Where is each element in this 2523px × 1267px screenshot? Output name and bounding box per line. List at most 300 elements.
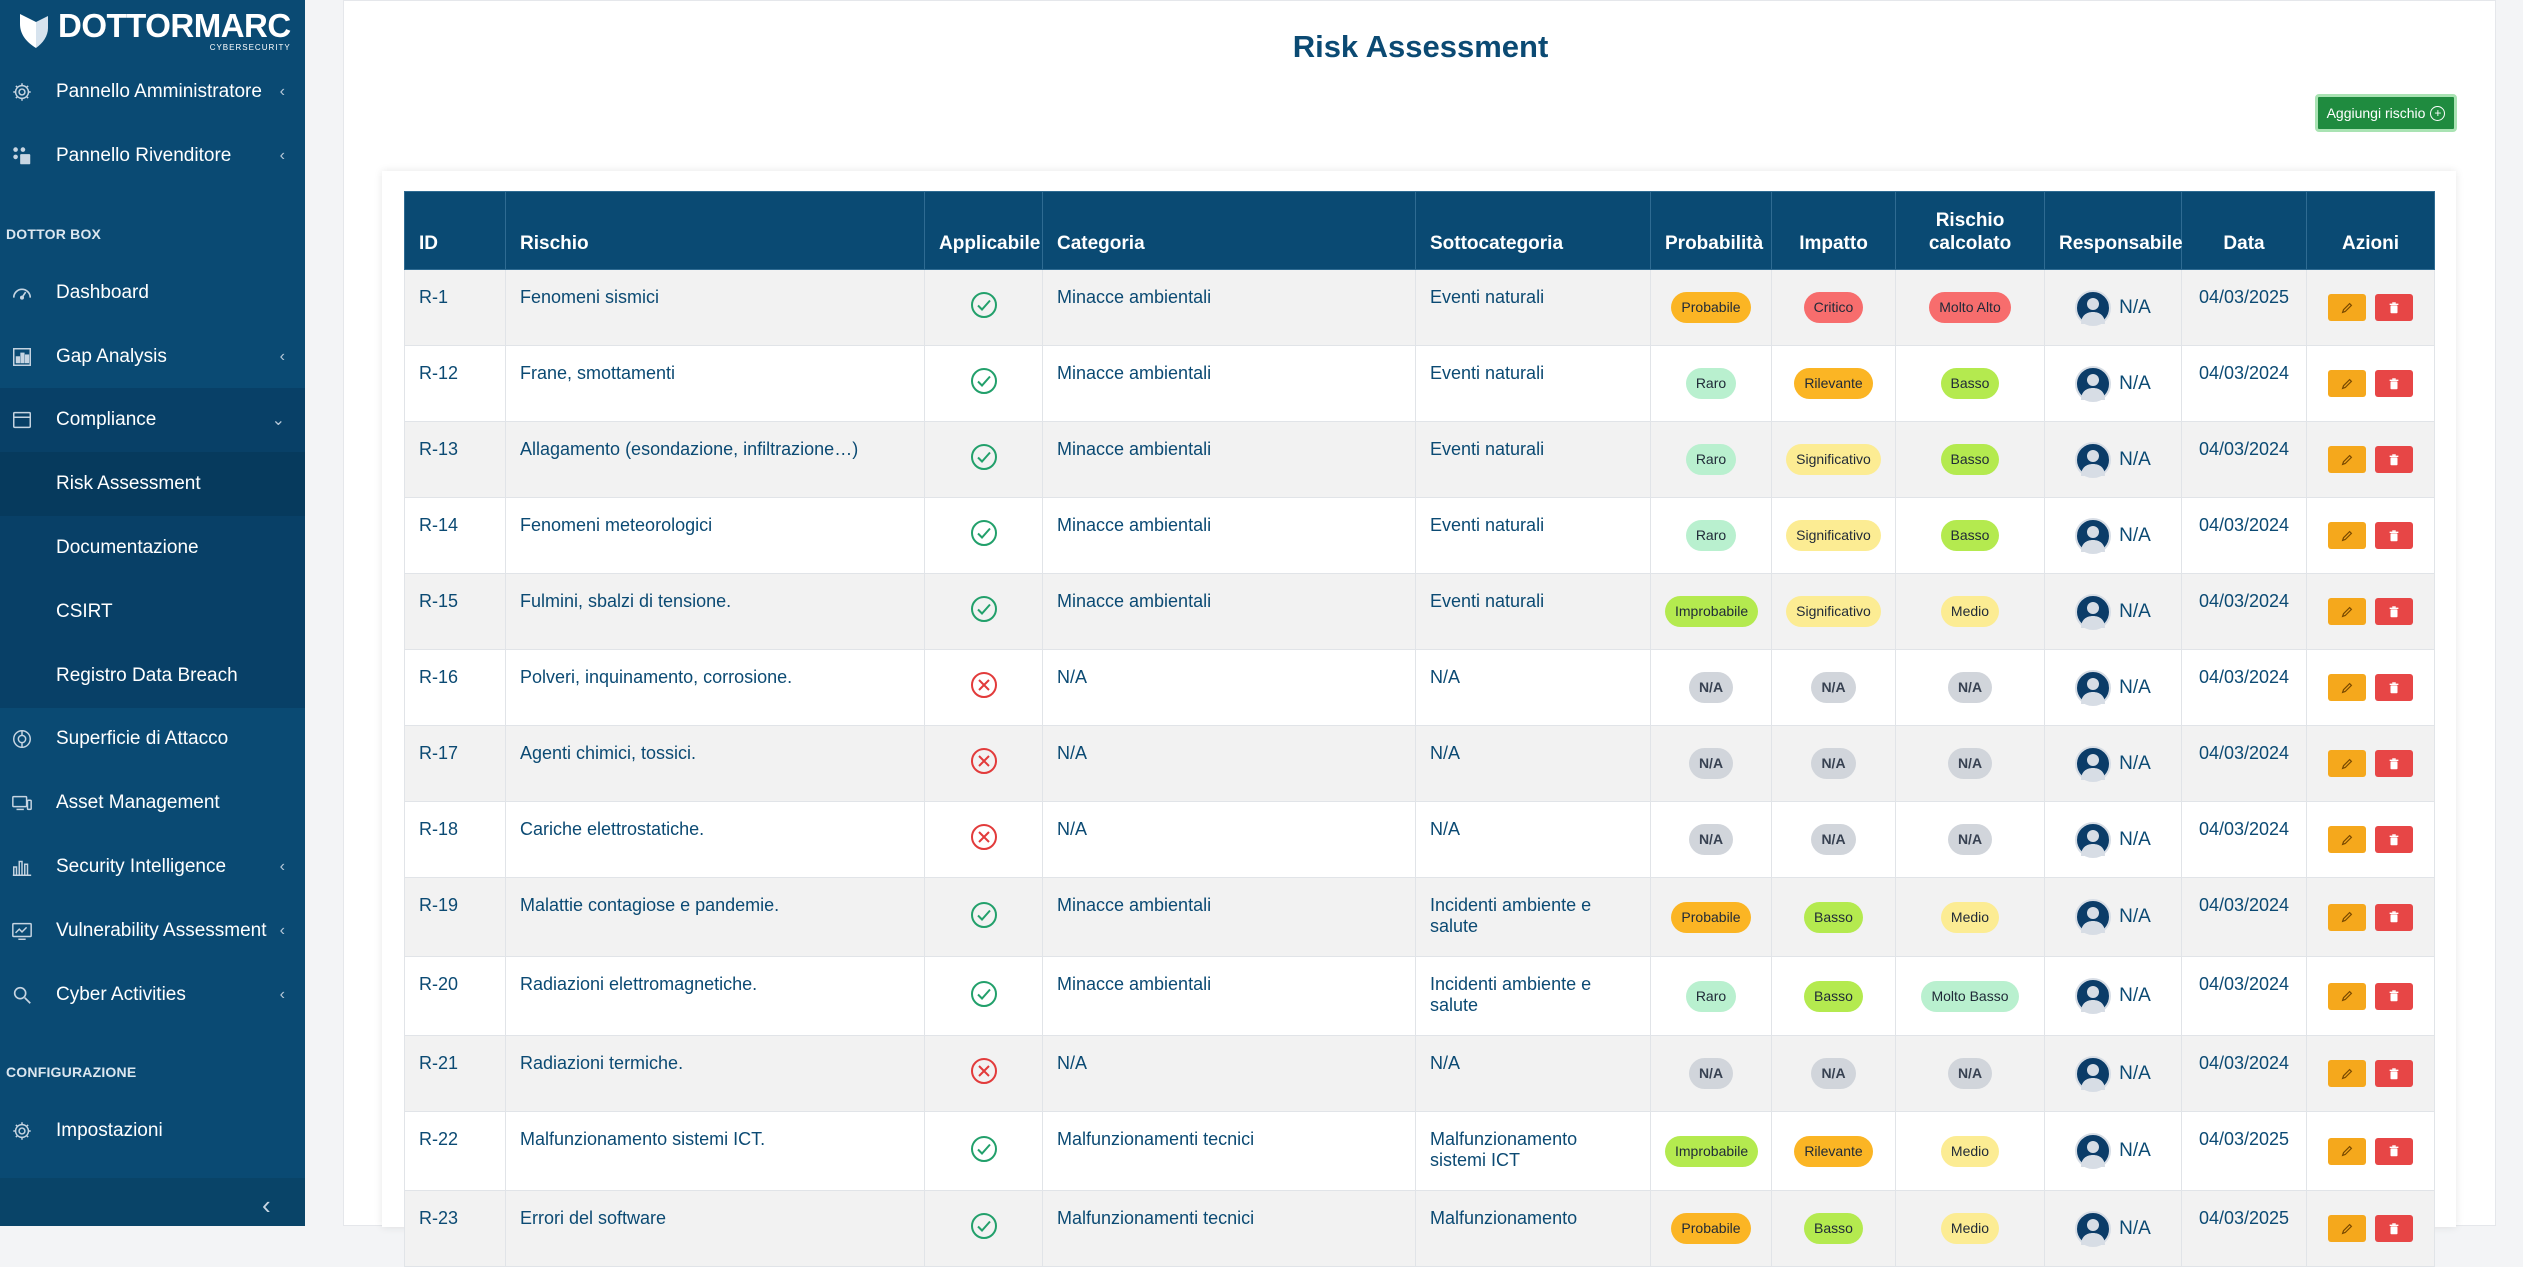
cell-responsabile bbox=[2045, 1112, 2182, 1191]
delete-button[interactable] bbox=[2375, 750, 2413, 777]
chevron-left-icon: ‹ bbox=[279, 348, 285, 365]
cell-rischio-calcolato bbox=[1896, 270, 2045, 346]
risk-date: 04/03/2025 bbox=[2198, 1208, 2290, 1228]
chevron-left-icon: ‹ bbox=[279, 83, 285, 100]
risk-date: 04/03/2024 bbox=[2198, 591, 2290, 611]
responsible-name: N/A bbox=[2119, 752, 2151, 774]
cell-rischio-calcolato bbox=[1896, 346, 2045, 422]
cell-sottocategoria bbox=[1416, 957, 1651, 1036]
section-configurazione: CONFIGURAZIONE bbox=[6, 1064, 137, 1080]
x-circle-icon bbox=[969, 1056, 999, 1086]
edit-button[interactable] bbox=[2328, 294, 2366, 321]
sidebar-item-label: Dashboard bbox=[56, 282, 149, 303]
cell-id bbox=[405, 270, 506, 346]
risk-category: N/A bbox=[1057, 819, 1088, 839]
cell-applicabile bbox=[925, 422, 1043, 498]
risk-date: 04/03/2025 bbox=[2198, 1129, 2290, 1149]
sidebar-item-asset-management[interactable] bbox=[0, 771, 305, 835]
risk-category: Malfunzionamenti tecnici bbox=[1057, 1208, 1255, 1228]
edit-button[interactable] bbox=[2328, 598, 2366, 625]
table-row bbox=[405, 1191, 2435, 1267]
cell-rischio bbox=[506, 1036, 925, 1112]
edit-button[interactable] bbox=[2328, 674, 2366, 701]
delete-button[interactable] bbox=[2375, 674, 2413, 701]
cell-applicabile bbox=[925, 1191, 1043, 1267]
main-content bbox=[343, 0, 2496, 1239]
cell-data bbox=[2182, 574, 2307, 650]
table-row bbox=[405, 1036, 2435, 1112]
probability-badge: Raro bbox=[1686, 444, 1736, 475]
responsible-name: N/A bbox=[2119, 372, 2151, 394]
probability-badge: Probabile bbox=[1671, 902, 1750, 933]
risk-name: Fulmini, sbalzi di tensione. bbox=[520, 591, 732, 611]
responsible-name: N/A bbox=[2119, 985, 2151, 1006]
delete-button[interactable] bbox=[2375, 294, 2413, 321]
monitor-chart-icon bbox=[10, 919, 34, 943]
delete-button[interactable] bbox=[2375, 598, 2413, 625]
pencil-icon bbox=[2340, 605, 2354, 619]
pencil-icon bbox=[2340, 989, 2354, 1003]
risk-subcategory: Malfunzionamento sistemi ICT bbox=[1430, 1129, 1578, 1170]
sidebar-item-compliance[interactable] bbox=[0, 388, 305, 452]
cell-applicabile bbox=[925, 498, 1043, 574]
col-header-sottocategoria[interactable]: Sottocategoria bbox=[1416, 192, 1651, 270]
cell-data bbox=[2182, 878, 2307, 957]
sidebar-item-dashboard[interactable] bbox=[0, 261, 305, 325]
trash-icon bbox=[2387, 681, 2401, 695]
cell-applicabile bbox=[925, 346, 1043, 422]
probability-badge: Improbabile bbox=[1665, 596, 1758, 627]
edit-button[interactable] bbox=[2328, 983, 2366, 1010]
x-circle-icon bbox=[969, 746, 999, 776]
calculated-risk-badge: Medio bbox=[1941, 596, 1999, 627]
cell-azioni bbox=[2307, 650, 2435, 726]
edit-button[interactable] bbox=[2328, 446, 2366, 473]
impact-badge: Significativo bbox=[1786, 444, 1881, 475]
pencil-icon bbox=[2340, 1144, 2354, 1158]
col-header-impatto[interactable]: Impatto bbox=[1772, 192, 1896, 270]
cell-probabilita bbox=[1651, 498, 1772, 574]
col-header-categoria[interactable]: Categoria bbox=[1043, 192, 1416, 270]
x-circle-icon bbox=[969, 822, 999, 852]
calculated-risk-badge: Basso bbox=[1941, 520, 2000, 551]
edit-button[interactable] bbox=[2328, 750, 2366, 777]
cell-impatto bbox=[1772, 270, 1896, 346]
impact-badge: Rilevante bbox=[1794, 1136, 1872, 1167]
risk-id: R-13 bbox=[419, 439, 459, 459]
cell-id bbox=[405, 498, 506, 574]
risk-category: Minacce ambientali bbox=[1057, 439, 1212, 459]
chart-icon bbox=[10, 345, 34, 369]
sidebar-item-gap-analysis[interactable] bbox=[0, 325, 305, 389]
cell-rischio-calcolato bbox=[1896, 726, 2045, 802]
risk-date: 04/03/2024 bbox=[2198, 1053, 2290, 1073]
responsible bbox=[2059, 290, 2167, 326]
sidebar-item-cyber-activities[interactable] bbox=[0, 963, 305, 1027]
probability-badge: Probabile bbox=[1671, 292, 1750, 323]
cell-probabilita bbox=[1651, 650, 1772, 726]
pencil-icon bbox=[2340, 833, 2354, 847]
sidebar-item-impostazioni[interactable] bbox=[0, 1099, 305, 1163]
sidebar-item-label: Security Intelligence bbox=[56, 856, 227, 877]
cell-impatto bbox=[1772, 1191, 1896, 1267]
pencil-icon bbox=[2340, 1067, 2354, 1081]
calculated-risk-badge: Medio bbox=[1941, 902, 1999, 933]
risk-subcategory: N/A bbox=[1430, 743, 1461, 763]
pencil-icon bbox=[2340, 529, 2354, 543]
risk-category: Minacce ambientali bbox=[1057, 363, 1212, 383]
table-row bbox=[405, 650, 2435, 726]
risk-date: 04/03/2024 bbox=[2198, 819, 2290, 839]
gauge-icon bbox=[10, 281, 34, 305]
calculated-risk-badge: Medio bbox=[1941, 1213, 1999, 1244]
cell-azioni bbox=[2307, 726, 2435, 802]
risk-id: R-20 bbox=[419, 974, 459, 994]
trash-icon bbox=[2387, 989, 2401, 1003]
delete-button[interactable] bbox=[2375, 370, 2413, 397]
cell-rischio-calcolato bbox=[1896, 1191, 2045, 1267]
cell-probabilita bbox=[1651, 1112, 1772, 1191]
cell-categoria bbox=[1043, 726, 1416, 802]
table-row bbox=[405, 270, 2435, 346]
cell-applicabile bbox=[925, 802, 1043, 878]
col-header-responsabile[interactable]: Responsabile bbox=[2045, 192, 2182, 270]
cell-id bbox=[405, 726, 506, 802]
risk-subcategory: Eventi naturali bbox=[1430, 591, 1545, 611]
responsible bbox=[2059, 594, 2167, 630]
cell-rischio-calcolato bbox=[1896, 574, 2045, 650]
cell-id bbox=[405, 422, 506, 498]
responsible bbox=[2059, 1056, 2167, 1092]
responsible bbox=[2059, 899, 2167, 935]
calculated-risk-badge: N/A bbox=[1948, 824, 1992, 855]
delete-button[interactable] bbox=[2375, 522, 2413, 549]
impact-badge: Critico bbox=[1804, 292, 1864, 323]
risk-subcategory: Malfunzionamento bbox=[1430, 1208, 1578, 1228]
responsible-name: N/A bbox=[2119, 296, 2151, 318]
cell-applicabile bbox=[925, 1112, 1043, 1191]
section-dottor-box: DOTTOR BOX bbox=[6, 226, 102, 242]
impact-badge: Significativo bbox=[1786, 596, 1881, 627]
cell-responsabile bbox=[2045, 802, 2182, 878]
risk-subcategory: Eventi naturali bbox=[1430, 287, 1545, 307]
sidebar-item-label: Superficie di Attacco bbox=[56, 728, 229, 749]
calculated-risk-badge: Medio bbox=[1941, 1136, 1999, 1167]
cell-probabilita bbox=[1651, 726, 1772, 802]
sidebar-item-label: Compliance bbox=[56, 409, 157, 430]
sidebar-item-pannello-rivenditore[interactable] bbox=[0, 124, 305, 188]
risk-subcategory: Eventi naturali bbox=[1430, 363, 1545, 383]
responsible-name: N/A bbox=[2119, 828, 2151, 850]
risk-category: Minacce ambientali bbox=[1057, 287, 1212, 307]
impact-badge: Significativo bbox=[1786, 520, 1881, 551]
cell-rischio-calcolato bbox=[1896, 802, 2045, 878]
cell-rischio-calcolato bbox=[1896, 957, 2045, 1036]
cell-azioni bbox=[2307, 498, 2435, 574]
responsible-name: N/A bbox=[2119, 1062, 2151, 1084]
delete-button[interactable] bbox=[2375, 904, 2413, 931]
table-header-row bbox=[405, 192, 2435, 270]
risk-id: R-15 bbox=[419, 591, 459, 611]
risk-name: Radiazioni termiche. bbox=[520, 1053, 684, 1073]
cell-probabilita bbox=[1651, 802, 1772, 878]
cell-sottocategoria bbox=[1416, 726, 1651, 802]
risk-date: 04/03/2024 bbox=[2198, 515, 2290, 535]
add-risk-button[interactable] bbox=[2315, 94, 2457, 132]
calculated-risk-badge: N/A bbox=[1948, 748, 1992, 779]
cell-impatto bbox=[1772, 878, 1896, 957]
risk-name: Radiazioni elettromagnetiche. bbox=[520, 974, 758, 994]
calculated-risk-badge: N/A bbox=[1948, 672, 1992, 703]
cell-applicabile bbox=[925, 1036, 1043, 1112]
cell-probabilita bbox=[1651, 1036, 1772, 1112]
risk-date: 04/03/2025 bbox=[2198, 287, 2290, 307]
risk-category: Minacce ambientali bbox=[1057, 591, 1212, 611]
chevron-left-icon: ‹ bbox=[279, 858, 285, 875]
responsible bbox=[2059, 746, 2167, 782]
cell-categoria bbox=[1043, 346, 1416, 422]
delete-button[interactable] bbox=[2375, 1138, 2413, 1165]
table-body bbox=[405, 270, 2435, 1267]
delete-button[interactable] bbox=[2375, 826, 2413, 853]
probability-badge: Raro bbox=[1686, 368, 1736, 399]
impact-badge: Basso bbox=[1804, 902, 1863, 933]
col-header-azioni: Azioni bbox=[2307, 192, 2435, 270]
cell-data bbox=[2182, 957, 2307, 1036]
delete-button[interactable] bbox=[2375, 983, 2413, 1010]
col-header-applicabile[interactable]: Applicabile bbox=[925, 192, 1043, 270]
risk-name: Malattie contagiose e pandemie. bbox=[520, 895, 780, 915]
brand-logo[interactable] bbox=[0, 0, 305, 60]
cell-rischio bbox=[506, 957, 925, 1036]
risk-date: 04/03/2024 bbox=[2198, 743, 2290, 763]
edit-button[interactable] bbox=[2328, 522, 2366, 549]
avatar-icon bbox=[2075, 899, 2111, 935]
responsible-name: N/A bbox=[2119, 906, 2151, 927]
check-circle-icon bbox=[969, 979, 999, 1009]
sidebar-subitem-registro-data-breach[interactable]: Registro Data Breach bbox=[56, 665, 238, 686]
sidebar-item-label: Asset Management bbox=[56, 792, 220, 813]
risk-name: Agenti chimici, tossici. bbox=[520, 743, 697, 763]
table-row bbox=[405, 726, 2435, 802]
responsible bbox=[2059, 442, 2167, 478]
edit-button[interactable] bbox=[2328, 370, 2366, 397]
cell-probabilita bbox=[1651, 270, 1772, 346]
sidebar-collapse-button[interactable]: ‹ bbox=[262, 1190, 271, 1220]
sidebar-item-vulnerability-assessment[interactable] bbox=[0, 899, 305, 963]
responsible-name: N/A bbox=[2119, 1217, 2151, 1239]
risk-id: R-21 bbox=[419, 1053, 459, 1073]
cell-impatto bbox=[1772, 346, 1896, 422]
cell-rischio-calcolato bbox=[1896, 878, 2045, 957]
bars-icon bbox=[10, 855, 34, 879]
sidebar-subitem-risk-assessment[interactable]: Risk Assessment bbox=[56, 473, 201, 494]
col-header-probabilita[interactable]: Probabilità bbox=[1651, 192, 1772, 270]
cell-categoria bbox=[1043, 1112, 1416, 1191]
cell-id bbox=[405, 878, 506, 957]
cell-categoria bbox=[1043, 270, 1416, 346]
cell-sottocategoria bbox=[1416, 1112, 1651, 1191]
col-header-rischio-calcolato-line2: calcolato bbox=[1928, 233, 2012, 254]
x-circle-icon bbox=[969, 670, 999, 700]
cell-impatto bbox=[1772, 1036, 1896, 1112]
table-row bbox=[405, 422, 2435, 498]
cell-id bbox=[405, 1112, 506, 1191]
cell-impatto bbox=[1772, 498, 1896, 574]
cell-impatto bbox=[1772, 726, 1896, 802]
probability-badge: Improbabile bbox=[1665, 1136, 1758, 1167]
delete-button[interactable] bbox=[2375, 1060, 2413, 1087]
devices-icon bbox=[10, 791, 34, 815]
trash-icon bbox=[2387, 910, 2401, 924]
check-circle-icon bbox=[969, 1134, 999, 1164]
cell-probabilita bbox=[1651, 574, 1772, 650]
trash-icon bbox=[2387, 377, 2401, 391]
edit-button[interactable] bbox=[2328, 1060, 2366, 1087]
pencil-icon bbox=[2340, 377, 2354, 391]
cell-azioni bbox=[2307, 957, 2435, 1036]
responsible bbox=[2059, 1211, 2167, 1247]
cell-azioni bbox=[2307, 270, 2435, 346]
cell-azioni bbox=[2307, 574, 2435, 650]
cell-responsabile bbox=[2045, 422, 2182, 498]
cell-sottocategoria bbox=[1416, 422, 1651, 498]
calculated-risk-badge: Basso bbox=[1941, 444, 2000, 475]
cell-sottocategoria bbox=[1416, 878, 1651, 957]
risk-date: 04/03/2024 bbox=[2198, 363, 2290, 383]
check-circle-icon bbox=[969, 290, 999, 320]
risk-id: R-16 bbox=[419, 667, 459, 687]
avatar-icon bbox=[2075, 978, 2111, 1014]
risk-category: N/A bbox=[1057, 1053, 1088, 1073]
pencil-icon bbox=[2340, 757, 2354, 771]
responsible-name: N/A bbox=[2119, 600, 2151, 622]
sidebar-item-label: Gap Analysis bbox=[56, 346, 167, 367]
avatar-icon bbox=[2075, 1133, 2111, 1169]
risk-id: R-22 bbox=[419, 1129, 459, 1149]
responsible bbox=[2059, 670, 2167, 706]
col-header-rischio-calcolato[interactable] bbox=[1896, 192, 2045, 270]
probability-badge: Probabile bbox=[1671, 1213, 1750, 1244]
cell-probabilita bbox=[1651, 878, 1772, 957]
cell-applicabile bbox=[925, 270, 1043, 346]
pencil-icon bbox=[2340, 681, 2354, 695]
cell-categoria bbox=[1043, 422, 1416, 498]
cell-responsabile bbox=[2045, 957, 2182, 1036]
cell-sottocategoria bbox=[1416, 498, 1651, 574]
probability-badge: N/A bbox=[1689, 672, 1733, 703]
cell-rischio bbox=[506, 270, 925, 346]
edit-button[interactable] bbox=[2328, 1215, 2366, 1242]
cell-probabilita bbox=[1651, 346, 1772, 422]
page-title: Risk Assessment bbox=[1292, 29, 1549, 64]
cell-data bbox=[2182, 498, 2307, 574]
cell-responsabile bbox=[2045, 650, 2182, 726]
risk-subcategory: N/A bbox=[1430, 819, 1461, 839]
cell-categoria bbox=[1043, 957, 1416, 1036]
check-circle-icon bbox=[969, 518, 999, 548]
cell-rischio-calcolato bbox=[1896, 1036, 2045, 1112]
col-header-rischio[interactable]: Rischio bbox=[506, 192, 925, 270]
cell-categoria bbox=[1043, 802, 1416, 878]
sidebar-item-label: Cyber Activities bbox=[56, 984, 186, 1005]
risk-category: N/A bbox=[1057, 743, 1088, 763]
trash-icon bbox=[2387, 453, 2401, 467]
cell-applicabile bbox=[925, 957, 1043, 1036]
calculated-risk-badge: Basso bbox=[1941, 368, 2000, 399]
cell-sottocategoria bbox=[1416, 574, 1651, 650]
risk-id: R-12 bbox=[419, 363, 459, 383]
cell-rischio bbox=[506, 802, 925, 878]
col-header-id[interactable]: ID bbox=[405, 192, 506, 270]
delete-button[interactable] bbox=[2375, 446, 2413, 473]
sidebar bbox=[0, 0, 305, 1226]
avatar-icon bbox=[2075, 1211, 2111, 1247]
sidebar-item-security-intelligence[interactable] bbox=[0, 835, 305, 899]
responsible bbox=[2059, 822, 2167, 858]
delete-button[interactable] bbox=[2375, 1215, 2413, 1242]
sidebar-item-pannello-amministratore[interactable] bbox=[0, 60, 305, 124]
cell-impatto bbox=[1772, 802, 1896, 878]
cell-data bbox=[2182, 422, 2307, 498]
cell-rischio-calcolato bbox=[1896, 422, 2045, 498]
cell-rischio-calcolato bbox=[1896, 1112, 2045, 1191]
check-circle-icon bbox=[969, 366, 999, 396]
risk-id: R-14 bbox=[419, 515, 459, 535]
risk-subcategory: Incidenti ambiente e salute bbox=[1430, 895, 1592, 936]
cell-categoria bbox=[1043, 1036, 1416, 1112]
avatar-icon bbox=[2075, 518, 2111, 554]
cell-rischio-calcolato bbox=[1896, 498, 2045, 574]
sidebar-item-superficie-di-attacco[interactable] bbox=[0, 707, 305, 771]
cell-categoria bbox=[1043, 1191, 1416, 1267]
risk-id: R-18 bbox=[419, 819, 459, 839]
calculated-risk-badge: Molto Alto bbox=[1929, 292, 2010, 323]
trash-icon bbox=[2387, 1067, 2401, 1081]
sidebar-subitem-documentazione[interactable]: Documentazione bbox=[56, 537, 199, 558]
trash-icon bbox=[2387, 833, 2401, 847]
cell-rischio bbox=[506, 878, 925, 957]
risk-name: Cariche elettrostatiche. bbox=[520, 819, 705, 839]
edit-button[interactable] bbox=[2328, 904, 2366, 931]
risk-date: 04/03/2024 bbox=[2198, 895, 2290, 915]
impact-badge: N/A bbox=[1811, 1058, 1855, 1089]
cell-sottocategoria bbox=[1416, 270, 1651, 346]
avatar-icon bbox=[2075, 1056, 2111, 1092]
pencil-icon bbox=[2340, 1222, 2354, 1236]
edit-button[interactable] bbox=[2328, 1138, 2366, 1165]
cell-sottocategoria bbox=[1416, 650, 1651, 726]
risk-name: Frane, smottamenti bbox=[520, 363, 676, 383]
impact-badge: Basso bbox=[1804, 981, 1863, 1012]
cell-id bbox=[405, 574, 506, 650]
cell-azioni bbox=[2307, 1191, 2435, 1267]
cell-data bbox=[2182, 1112, 2307, 1191]
edit-button[interactable] bbox=[2328, 826, 2366, 853]
col-header-data[interactable]: Data bbox=[2182, 192, 2307, 270]
risk-date: 04/03/2024 bbox=[2198, 667, 2290, 687]
cell-azioni bbox=[2307, 878, 2435, 957]
cell-impatto bbox=[1772, 1112, 1896, 1191]
cell-impatto bbox=[1772, 957, 1896, 1036]
probability-badge: N/A bbox=[1689, 1058, 1733, 1089]
avatar-icon bbox=[2075, 822, 2111, 858]
table-row bbox=[405, 498, 2435, 574]
sidebar-subitem-csirt[interactable]: CSIRT bbox=[56, 601, 113, 622]
cell-applicabile bbox=[925, 878, 1043, 957]
risk-category: Minacce ambientali bbox=[1057, 974, 1212, 994]
cell-data bbox=[2182, 650, 2307, 726]
